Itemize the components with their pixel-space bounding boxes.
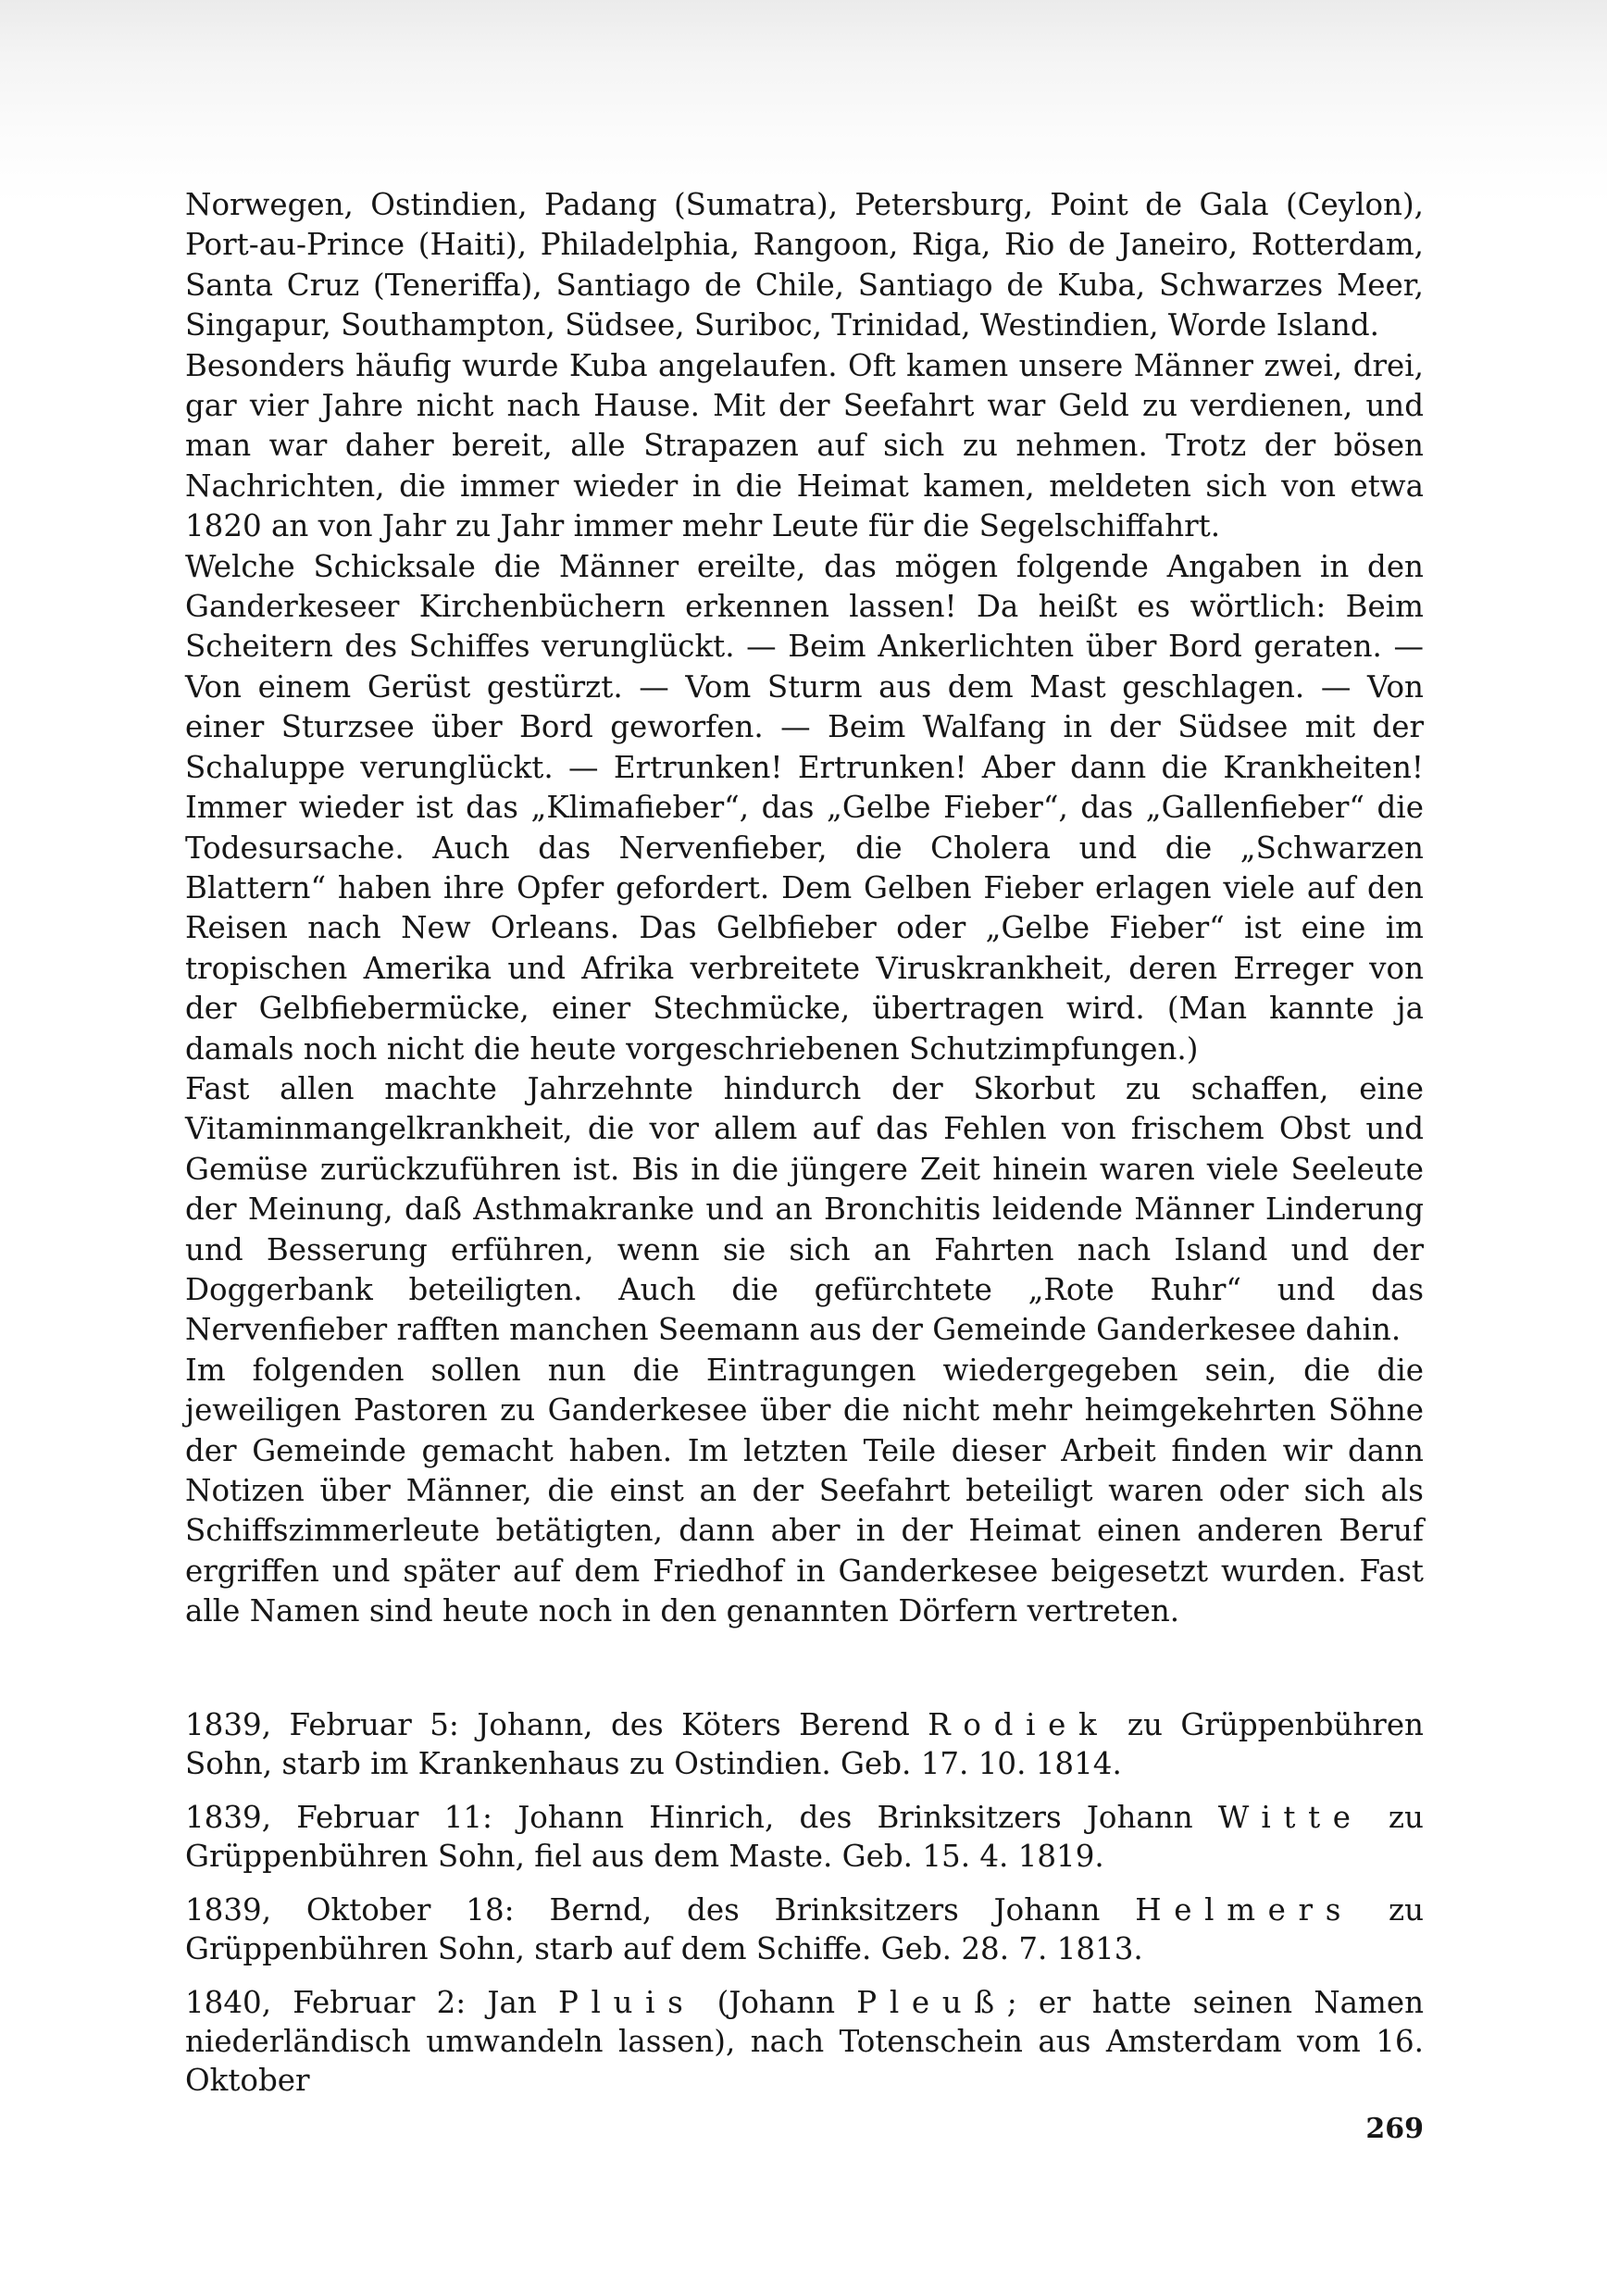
entry-text: 1839, Februar 5: Johann, des Köters Berend (185, 1707, 928, 1742)
surname: Pleuß (856, 1985, 1007, 2020)
register-entries (185, 1705, 1424, 2115)
entry-text: (Johann (695, 1985, 857, 2020)
entry-text: 1840, Februar 2: Jan (185, 1985, 558, 2020)
body-text (185, 185, 1424, 1632)
paragraph-ports: Norwegen, Ostindien, Padang (Sumatra), Petersburg, Point de Gala (Ceylon), Port-au-Prince (Haiti), Philadelphia, Rangoon, Riga, Rio de Janeiro, Rotterdam, Santa Cruz (Teneriffa), Santiago de Chile, Santiago de Kuba, Schwarzes Meer, Singapur, Southampton, Südsee, Suriboc, Trinidad, Westindien, Worde Island. (185, 187, 1424, 343)
entry-1840-02-02 (185, 1983, 1424, 2100)
entry-text: ; er hatte seinen Namen niederländisch umwandeln lassen), nach Totenschein aus Amsterdam vom 16. Oktober (185, 1985, 1425, 2098)
paragraph-kuba: Besonders häufig wurde Kuba angelaufen. Oft kamen unsere Männer zwei, drei, gar vier Jahre nicht nach Hause. Mit der Seefahrt war Geld zu verdienen, und man war daher bereit, alle Strapazen auf sich zu nehmen. Trotz der bösen Nachrichten, die immer wieder in die Heimat kamen, meldeten sich von etwa 1820 an von Jahr zu Jahr immer mehr Leute für die Segelschiffahrt. (185, 347, 1424, 544)
surname: Witte (1217, 1800, 1364, 1835)
entry-1839-02-11 (185, 1798, 1424, 1876)
entry-text: zu Grüppenbühren Sohn, starb auf dem Schiffe. Geb. 28. 7. 1813. (185, 1892, 1424, 1966)
surname: Helmers (1135, 1892, 1354, 1928)
paragraph-eintragungen: Im folgenden sollen nun die Eintragungen wiedergegeben sein, die die jeweiligen Pastoren zu Ganderkesee über die nicht mehr heimgekehrten Söhne der Gemeinde gemacht haben. Im letzten Teile dieser Arbeit finden wir dann Notizen über Männer, die einst an der Seefahrt beteiligt waren oder sich als Schiffszimmerleute betätigten, dann aber in der Heimat einen anderen Beruf ergriffen und später auf dem Friedhof in Ganderkesee beigesetzt wurden. Fast alle Namen sind heute noch in den genannten Dörfern vertreten. (185, 1352, 1424, 1629)
surname: Rodiek (928, 1707, 1110, 1742)
entry-1839-10-18 (185, 1890, 1424, 1968)
entry-1839-02-05 (185, 1705, 1424, 1783)
surname: Pluis (557, 1985, 696, 2020)
entry-text: zu Grüppenbühren Sohn, fiel aus dem Maste. Geb. 15. 4. 1819. (185, 1800, 1424, 1874)
entry-text: 1839, Oktober 18: Bernd, des Brinksitzers Johann (185, 1892, 1136, 1928)
page-number: 269 (1365, 2113, 1424, 2145)
paragraph-schicksale: Welche Schicksale die Männer ereilte, das mögen folgende Angaben in den Ganderkeseer Kirchenbüchern erkennen lassen! Da heißt es wörtlich: Beim Scheitern des Schiffes verunglückt. — Beim Ankerlichten über Bord geraten. — Von einem Gerüst gestürzt. — Vom Sturm aus dem Mast geschlagen. — Von einer Sturzsee über Bord geworfen. — Beim Walfang in der Südsee mit der Schaluppe verunglückt. — Ertrunken! Ertrunken! Aber dann die Krankheiten! Immer wieder ist das „Klimafieber“, das „Gelbe Fieber“, das „Gallenfieber“ die Todesursache. Auch das Nervenfieber, die Cholera und die „Schwarzen Blattern“ haben ihre Opfer gefordert. Dem Gelben Fieber erlagen viele auf den Reisen nach New Orleans. Das Gelbfieber oder „Gelbe Fieber“ ist eine im tropischen Amerika und Afrika verbreitete Viruskrankheit, deren Erreger von der Gelbfiebermücke, einer Stechmücke, übertragen wird. (Man kannte ja damals noch nicht die heute vorgeschriebenen Schutzimpfungen.) (185, 548, 1424, 1067)
entry-text: 1839, Februar 11: Johann Hinrich, des Brinksitzers Johann (185, 1800, 1218, 1835)
paragraph-skorbut: Fast allen machte Jahrzehnte hindurch der Skorbut zu schaffen, eine Vitaminmangelkrankheit, die vor allem auf das Fehlen von frischem Obst und Gemüse zurückzuführen ist. Bis in die jüngere Zeit hinein waren viele Seeleute der Meinung, daß Asthmakranke und an Bronchitis leidende Männer Linderung und Besserung erführen, wenn sie sich an Fahrten nach Island und der Doggerbank beteiligten. Auch die gefürchtete „Rote Ruhr“ und das Nervenfieber rafften manchen Seemann aus der Gemeinde Ganderkesee dahin. (185, 1070, 1424, 1348)
entry-text: zu Grüppenbühren Sohn, starb im Krankenhaus zu Ostindien. Geb. 17. 10. 1814. (185, 1707, 1424, 1781)
